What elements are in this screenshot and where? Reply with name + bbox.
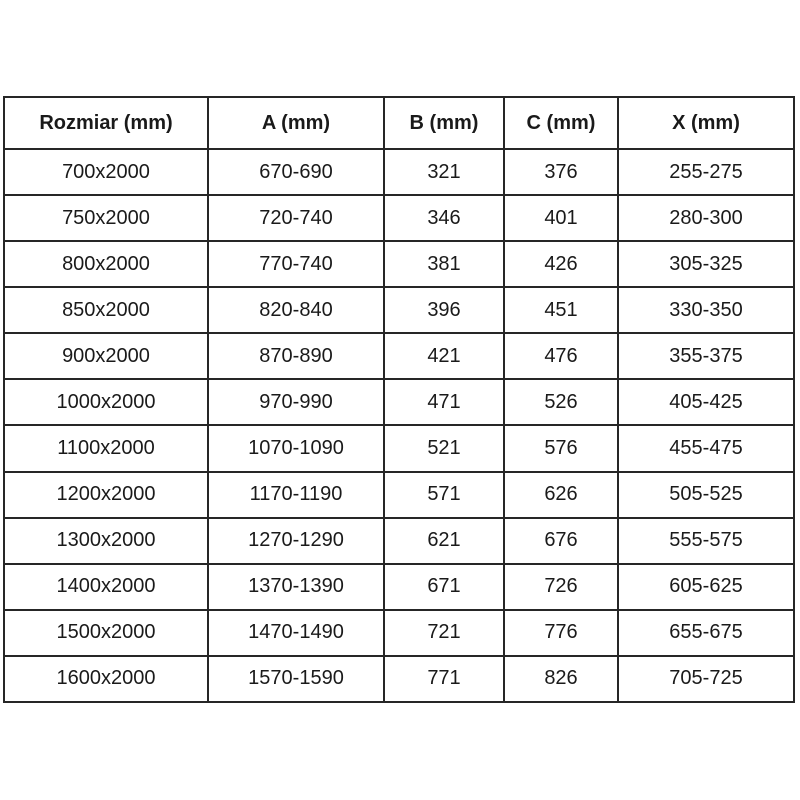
table-cell: 1070-1090 [208,425,384,471]
table-cell: 676 [504,518,618,564]
table-cell: 576 [504,425,618,471]
table-cell: 750x2000 [4,195,208,241]
table-cell: 670-690 [208,149,384,195]
table-cell: 396 [384,287,504,333]
table-cell: 521 [384,425,504,471]
table-cell: 776 [504,610,618,656]
table-cell: 721 [384,610,504,656]
table-cell: 655-675 [618,610,794,656]
table-row [4,610,794,656]
table-cell: 771 [384,656,504,702]
table-cell: 381 [384,241,504,287]
table-cell: 280-300 [618,195,794,241]
table-row [4,333,794,379]
table-cell: 571 [384,472,504,518]
table-cell: 1200x2000 [4,472,208,518]
table-cell: 626 [504,472,618,518]
column-header: C (mm) [504,97,618,149]
table-cell: 376 [504,149,618,195]
table-cell: 1400x2000 [4,564,208,610]
table-row [4,287,794,333]
table-cell: 1500x2000 [4,610,208,656]
table-cell: 305-325 [618,241,794,287]
table-cell: 346 [384,195,504,241]
table-row [4,656,794,702]
table-cell: 526 [504,379,618,425]
header-row [4,97,794,149]
table-cell: 421 [384,333,504,379]
table-cell: 1600x2000 [4,656,208,702]
column-header: B (mm) [384,97,504,149]
table-cell: 826 [504,656,618,702]
table-row [4,425,794,471]
table-cell: 705-725 [618,656,794,702]
table-cell: 426 [504,241,618,287]
table-cell: 700x2000 [4,149,208,195]
table-cell: 471 [384,379,504,425]
table-cell: 970-990 [208,379,384,425]
table-cell: 726 [504,564,618,610]
table-cell: 1370-1390 [208,564,384,610]
table-body [4,149,794,702]
column-header: A (mm) [208,97,384,149]
table-cell: 451 [504,287,618,333]
table-cell: 405-425 [618,379,794,425]
column-header: X (mm) [618,97,794,149]
size-specification-table [3,96,795,703]
table-row [4,195,794,241]
table-cell: 850x2000 [4,287,208,333]
table-cell: 720-740 [208,195,384,241]
table-cell: 1470-1490 [208,610,384,656]
table-cell: 621 [384,518,504,564]
table-cell: 555-575 [618,518,794,564]
table-row [4,472,794,518]
table-cell: 255-275 [618,149,794,195]
table-row [4,241,794,287]
table-cell: 800x2000 [4,241,208,287]
table-cell: 330-350 [618,287,794,333]
table-cell: 1570-1590 [208,656,384,702]
table-cell: 355-375 [618,333,794,379]
table-cell: 1300x2000 [4,518,208,564]
table-cell: 671 [384,564,504,610]
table-cell: 870-890 [208,333,384,379]
table-row [4,379,794,425]
table-cell: 820-840 [208,287,384,333]
table-cell: 476 [504,333,618,379]
table-cell: 401 [504,195,618,241]
table-cell: 1170-1190 [208,472,384,518]
table-cell: 455-475 [618,425,794,471]
table-cell: 1000x2000 [4,379,208,425]
column-header: Rozmiar (mm) [4,97,208,149]
table-cell: 1100x2000 [4,425,208,471]
table-cell: 321 [384,149,504,195]
table-row [4,564,794,610]
table-cell: 1270-1290 [208,518,384,564]
table-cell: 505-525 [618,472,794,518]
table-header [4,97,794,149]
table-cell: 605-625 [618,564,794,610]
table-row [4,149,794,195]
table-cell: 900x2000 [4,333,208,379]
table-row [4,518,794,564]
table-cell: 770-740 [208,241,384,287]
